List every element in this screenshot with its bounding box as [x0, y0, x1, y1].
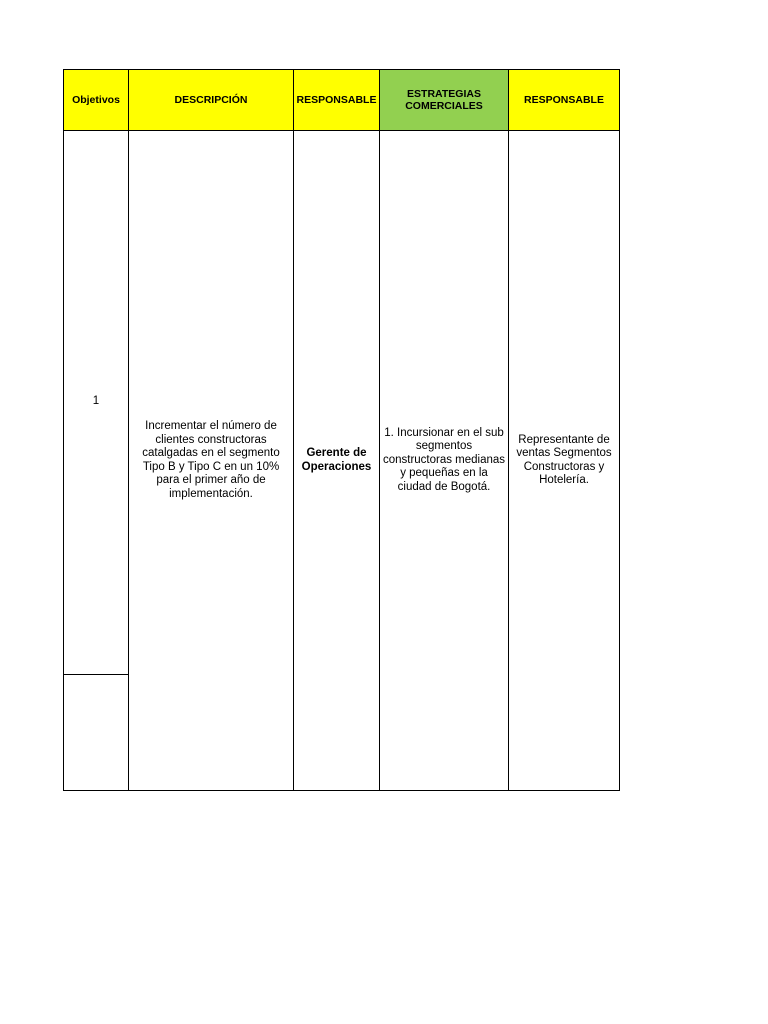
header-responsable-2-label: RESPONSABLE [524, 94, 604, 106]
estrategia-text: 1. Incursionar en el sub segmentos constructoras medianas y pequeñas en la ciudad de Bogotá. [382, 426, 506, 493]
header-responsable-1 [294, 70, 379, 130]
header-estrategias [380, 70, 508, 130]
responsable-2-text: Representante de ventas Segmentos Constructoras y Hotelería. [516, 433, 612, 486]
objetivo-number-cell [64, 131, 128, 674]
header-responsable-2 [509, 70, 619, 130]
header-estrategias-label: ESTRATEGIAS COMERCIALES [405, 88, 483, 112]
header-descripcion-label: DESCRIPCIÓN [174, 94, 248, 106]
descripcion-cell [129, 131, 293, 790]
responsable-2-cell [509, 131, 619, 790]
header-objetivos-label: Objetivos [72, 94, 120, 106]
responsable-1-cell [294, 131, 379, 790]
responsable-1-text: Gerente de Operaciones [301, 447, 372, 473]
header-responsable-1-label: RESPONSABLE [296, 94, 377, 106]
estrategia-cell [380, 131, 508, 790]
header-descripcion [129, 70, 293, 130]
objetivo-divider [64, 674, 128, 675]
descripcion-text: Incrementar el número de clientes constructoras catalgadas en el segmento Tipo B y Tipo C en un 10% para el primer año de implementación. [142, 420, 280, 500]
header-objetivos [64, 70, 128, 130]
objetivo-number: 1 [92, 395, 100, 407]
objectives-table [63, 69, 620, 791]
